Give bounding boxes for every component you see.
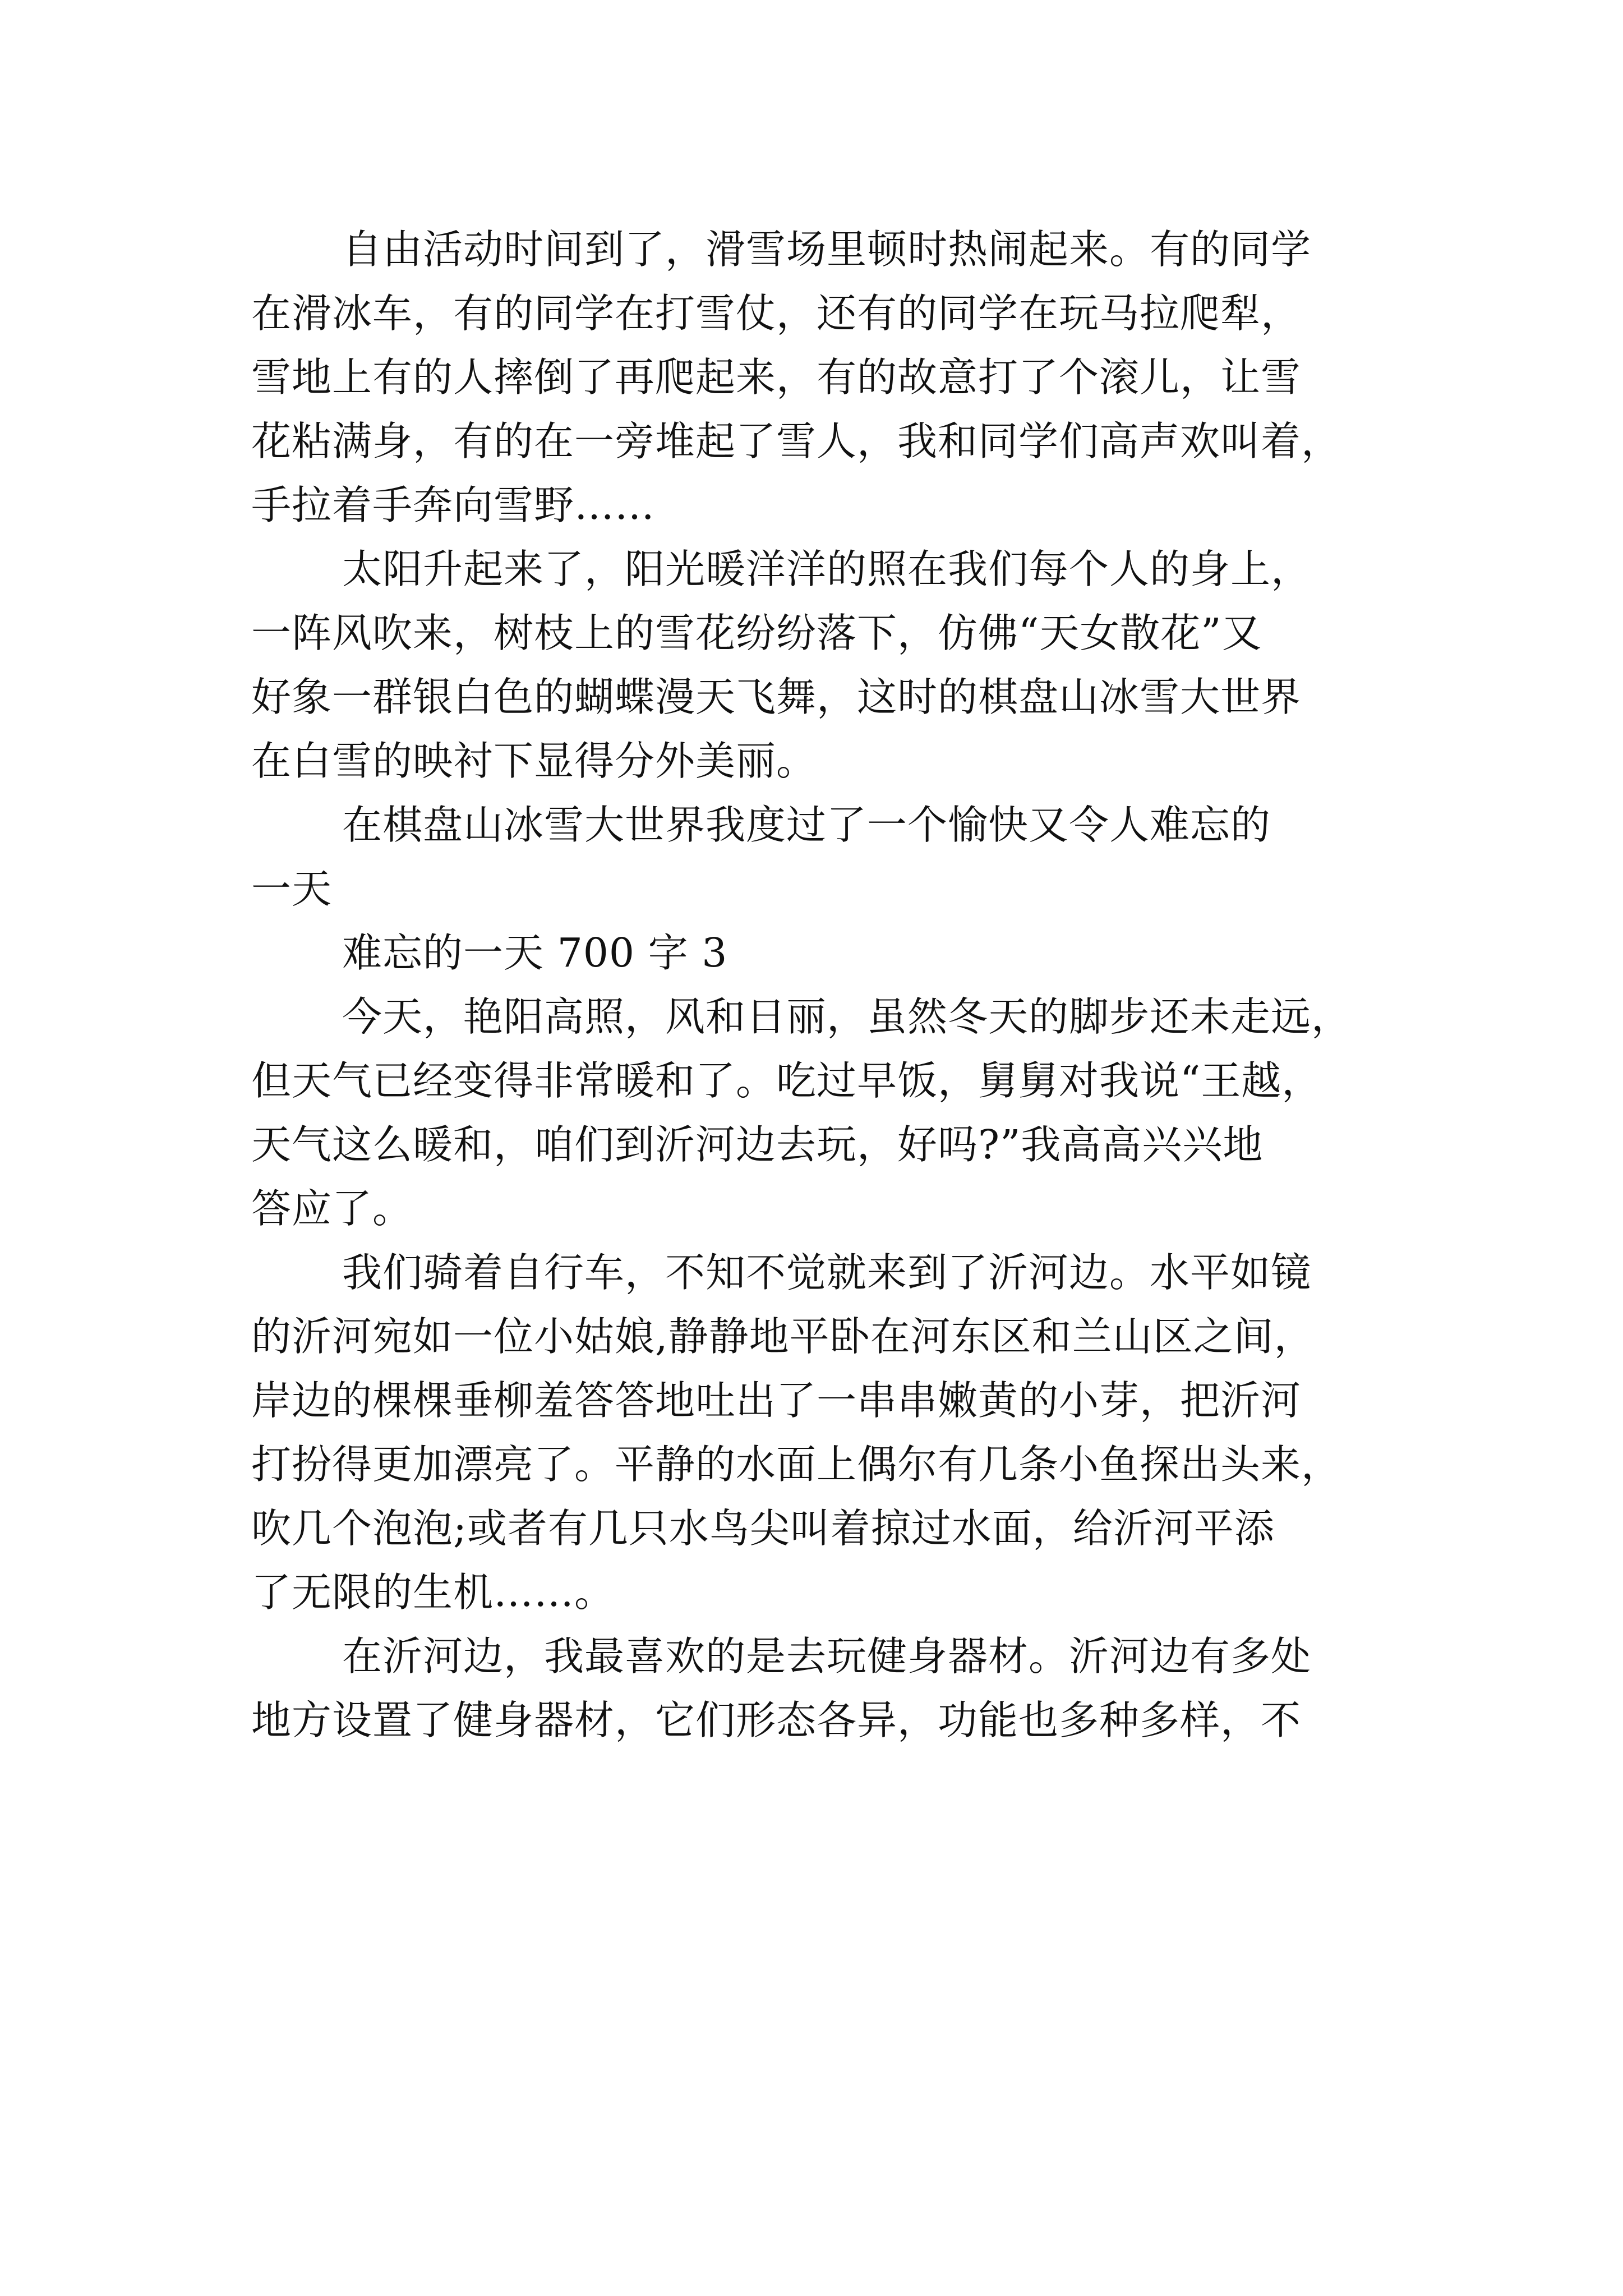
paragraph-line: 的沂河宛如一位小姑娘,静静地平卧在河东区和兰山区之间，	[251, 1313, 1315, 1360]
paragraph-line: 答应了。	[251, 1185, 413, 1232]
paragraph-line: 一天	[251, 866, 333, 912]
document-body	[251, 218, 1390, 1752]
paragraph-line: 雪地上有的人摔倒了再爬起来，有的故意打了个滚儿，让雪	[251, 354, 1302, 401]
paragraph-line: 在白雪的映衬下显得分外美丽。	[251, 738, 817, 784]
paragraph-line: 了无限的生机……。	[251, 1569, 615, 1616]
paragraph-line: 天气这么暖和，咱们到沂河边去玩，好吗?”我高高兴兴地	[251, 1121, 1264, 1168]
paragraph-line: 在滑冰车，有的同学在打雪仗，还有的同学在玩马拉爬犁，	[251, 290, 1302, 337]
paragraph-line: 一阵风吹来，树枝上的雪花纷纷落下，仿佛“天女散花”又	[251, 610, 1262, 656]
paragraph-line: 花粘满身，有的在一旁堆起了雪人，我和同学们高声欢叫着，	[251, 418, 1342, 464]
paragraph-line: 在棋盘山冰雪大世界我度过了一个愉快又令人难忘的	[342, 802, 1271, 848]
section-heading: 难忘的一天 700 字 3	[342, 930, 728, 976]
paragraph-line: 好象一群银白色的蝴蝶漫天飞舞，这时的棋盘山冰雪大世界	[251, 674, 1302, 720]
paragraph-line: 手拉着手奔向雪野……	[251, 482, 656, 528]
paragraph-line: 吹几个泡泡;或者有几只水鸟尖叫着掠过水面，给沂河平添	[251, 1505, 1275, 1552]
paragraph-line: 打扮得更加漂亮了。平静的水面上偶尔有几条小鱼探出头来，	[251, 1441, 1342, 1488]
paragraph-line: 自由活动时间到了，滑雪场里顿时热闹起来。有的同学	[342, 226, 1312, 273]
paragraph-line: 岸边的棵棵垂柳羞答答地吐出了一串串嫩黄的小芽，把沂河	[251, 1377, 1302, 1424]
paragraph-line: 太阳升起来了，阳光暖洋洋的照在我们每个人的身上，	[342, 546, 1312, 592]
paragraph-line: 我们骑着自行车，不知不觉就来到了沂河边。水平如镜	[342, 1249, 1312, 1296]
paragraph-line: 今天，艳阳高照，风和日丽，虽然冬天的脚步还未走远，	[342, 993, 1352, 1040]
paragraph-line: 地方设置了健身器材，它们形态各异，功能也多种多样，不	[251, 1697, 1302, 1743]
paragraph-line: 在沂河边，我最喜欢的是去玩健身器材。沂河边有多处	[342, 1633, 1312, 1680]
paragraph-line: 但天气已经变得非常暖和了。吃过早饭，舅舅对我说“王越，	[251, 1057, 1322, 1104]
